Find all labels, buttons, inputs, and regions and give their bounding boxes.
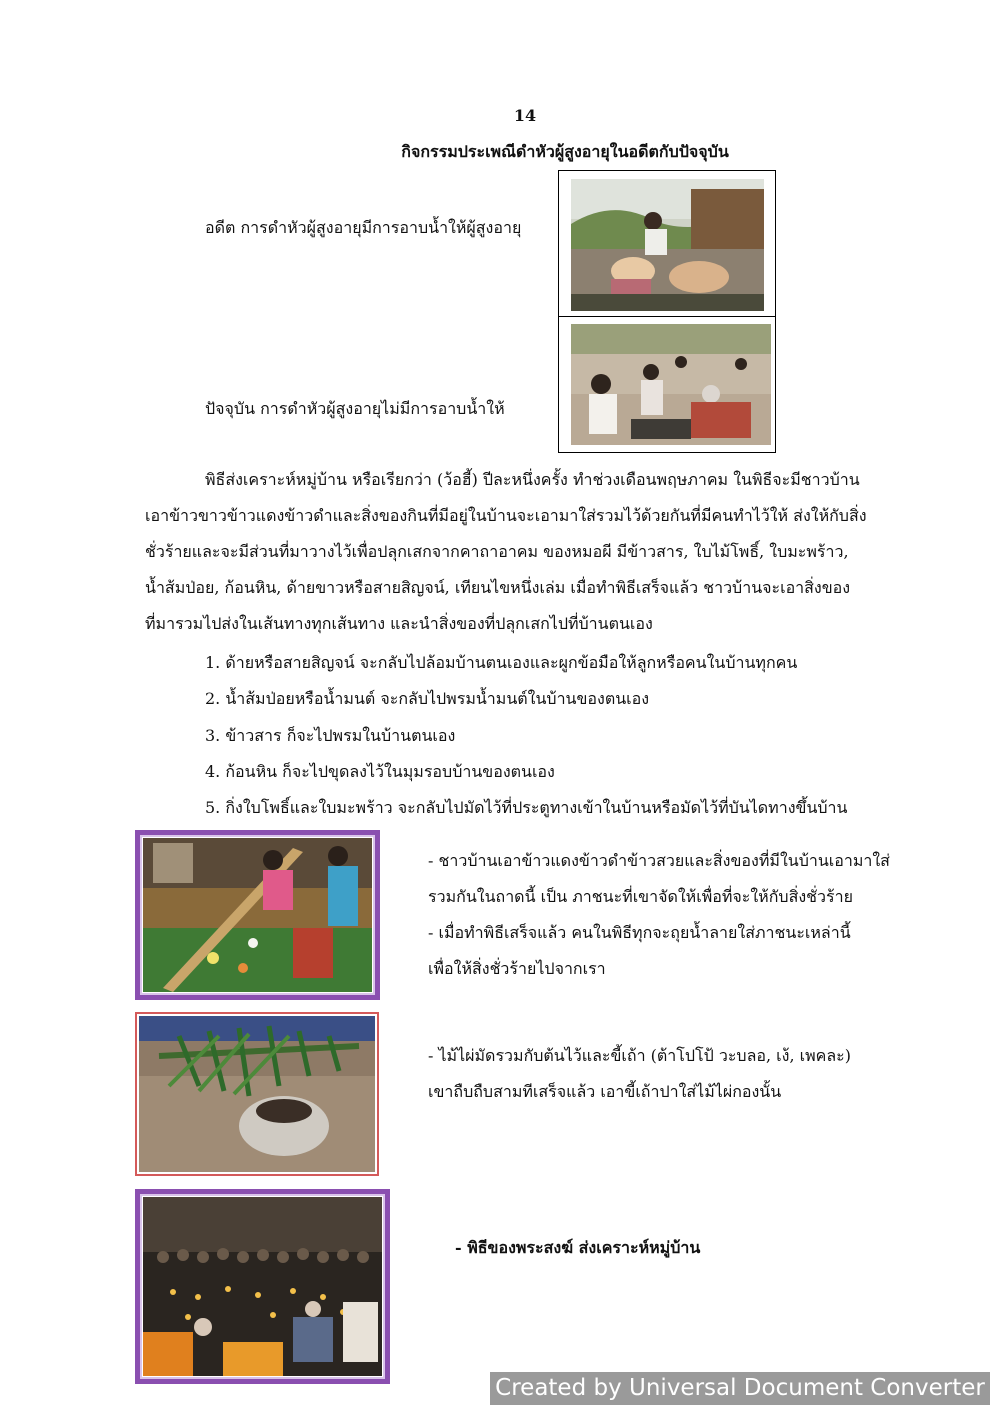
present-ceremony-photo (571, 324, 771, 445)
note1-line-4: เพื่อให้สิ่งชั่วร้ายไปจากเรา (428, 959, 606, 978)
past-caption: อดีต การดำหัวผู้สูงอายุมีการอาบน้ำให้ผู้สูงอายุ (205, 218, 522, 237)
note1-line-2: รวมกันในถาดนี้ เป็น ภาชนะที่เขาจัดให้เพื่อที่จะให้กับสิ่งชั่วร้าย (428, 887, 853, 906)
note1-line-1: - ชาวบ้านเอาข้าวแดงข้าวดำข้าวสวยและสิ่งของที่มีในบ้านเอามาใส่ (428, 851, 890, 870)
offerings-tray-photo (143, 838, 372, 992)
monks-ceremony-photo (143, 1197, 382, 1376)
page-title: กิจกรรมประเพณีดำหัวผู้สูงอายุในอดีตกับปัจจุบัน (401, 142, 729, 161)
paragraph-line-1: พิธีส่งเคราะห์หมู่บ้าน หรือเรียกว่า (ว้อฮี้) ปีละหนึ่งครั้ง ทำช่วงเดือนพฤษภาคม ในพิธีจะมีชาวบ้าน (205, 470, 860, 489)
present-caption: ปัจจุบัน การดำหัวผู้สูงอายุไม่มีการอาบน้ำให้ (205, 399, 505, 418)
bamboo-ash-photo (139, 1016, 375, 1172)
list-item-5: 5. กิ่งใบโพธิ์และใบมะพร้าว จะกลับไปมัดไว้ที่ประตูทางเข้าในบ้านหรือมัดไว้ที่บันไดทางขึ้นบ้าน (205, 798, 848, 817)
list-item-1: 1. ด้ายหรือสายสิญจน์ จะกลับไปล้อมบ้านตนเองและผูกข้อมือให้ลูกหรือคนในบ้านทุกคน (205, 653, 798, 672)
note2-line-1: - ไม้ไผ่มัดรวมกับต้นไว้และขี้เถ้า (ต้าโปโป้ วะบลอ, เง้, เพคละ) (428, 1046, 851, 1065)
paragraph-line-4: น้ำส้มป่อย, ก้อนหิน, ด้ายขาวหรือสายสิญจน์, เทียนไขหนึ่งเล่ม เมื่อทำพิธีเสร็จแล้ว ชาวบ้านจะเอาสิ่งของ (145, 578, 851, 597)
note2-line-2: เขาถืบถืบสามทีเสร็จแล้ว เอาขี้เถ้าปาใส่ไม้ไผ่กองนั้น (428, 1082, 782, 1101)
list-item-2: 2. น้ำส้มป่อยหรือน้ำมนต์ จะกลับไปพรมน้ำมนต์ในบ้านของตนเอง (205, 689, 650, 708)
list-item-4: 4. ก้อนหิน ก็จะไปขุดลงไว้ในมุมรอบบ้านของตนเอง (205, 762, 555, 781)
page-number: 14 (513, 106, 537, 125)
note3: - พิธีของพระสงฆ์ ส่งเคราะห์หมู่บ้าน (455, 1238, 701, 1257)
paragraph-line-2: เอาข้าวขาวข้าวแดงข้าวดำและสิ่งของกินที่มีอยู่ในบ้านจะเอามาใส่รวมไว้ด้วยกันที่มีคนทำไว้ให้ ส่งให้กับสิ่ง (145, 506, 867, 525)
watermark: Created by Universal Document Converter (490, 1372, 990, 1405)
past-bathing-photo (571, 179, 764, 311)
paragraph-line-5: ที่มารวมไปส่งในเส้นทางทุกเส้นทาง และนำสิ่งของที่ปลุกเสกไปที่บ้านตนเอง (145, 614, 653, 633)
paragraph-line-3: ชั่วร้ายและจะมีส่วนที่มาวางไว้เพื่อปลุกเสกจากคาถาอาคม ของหมอผี มีข้าวสาร, ใบไม้โพธิ์, ใบมะพร้าว, (145, 542, 849, 561)
note1-line-3: - เมื่อทำพิธีเสร็จแล้ว คนในพิธีทุกจะถุยน้ำลายใส่ภาชนะเหล่านี้ (428, 923, 851, 942)
list-item-3: 3. ข้าวสาร ก็จะไปพรมในบ้านตนเอง (205, 726, 456, 745)
